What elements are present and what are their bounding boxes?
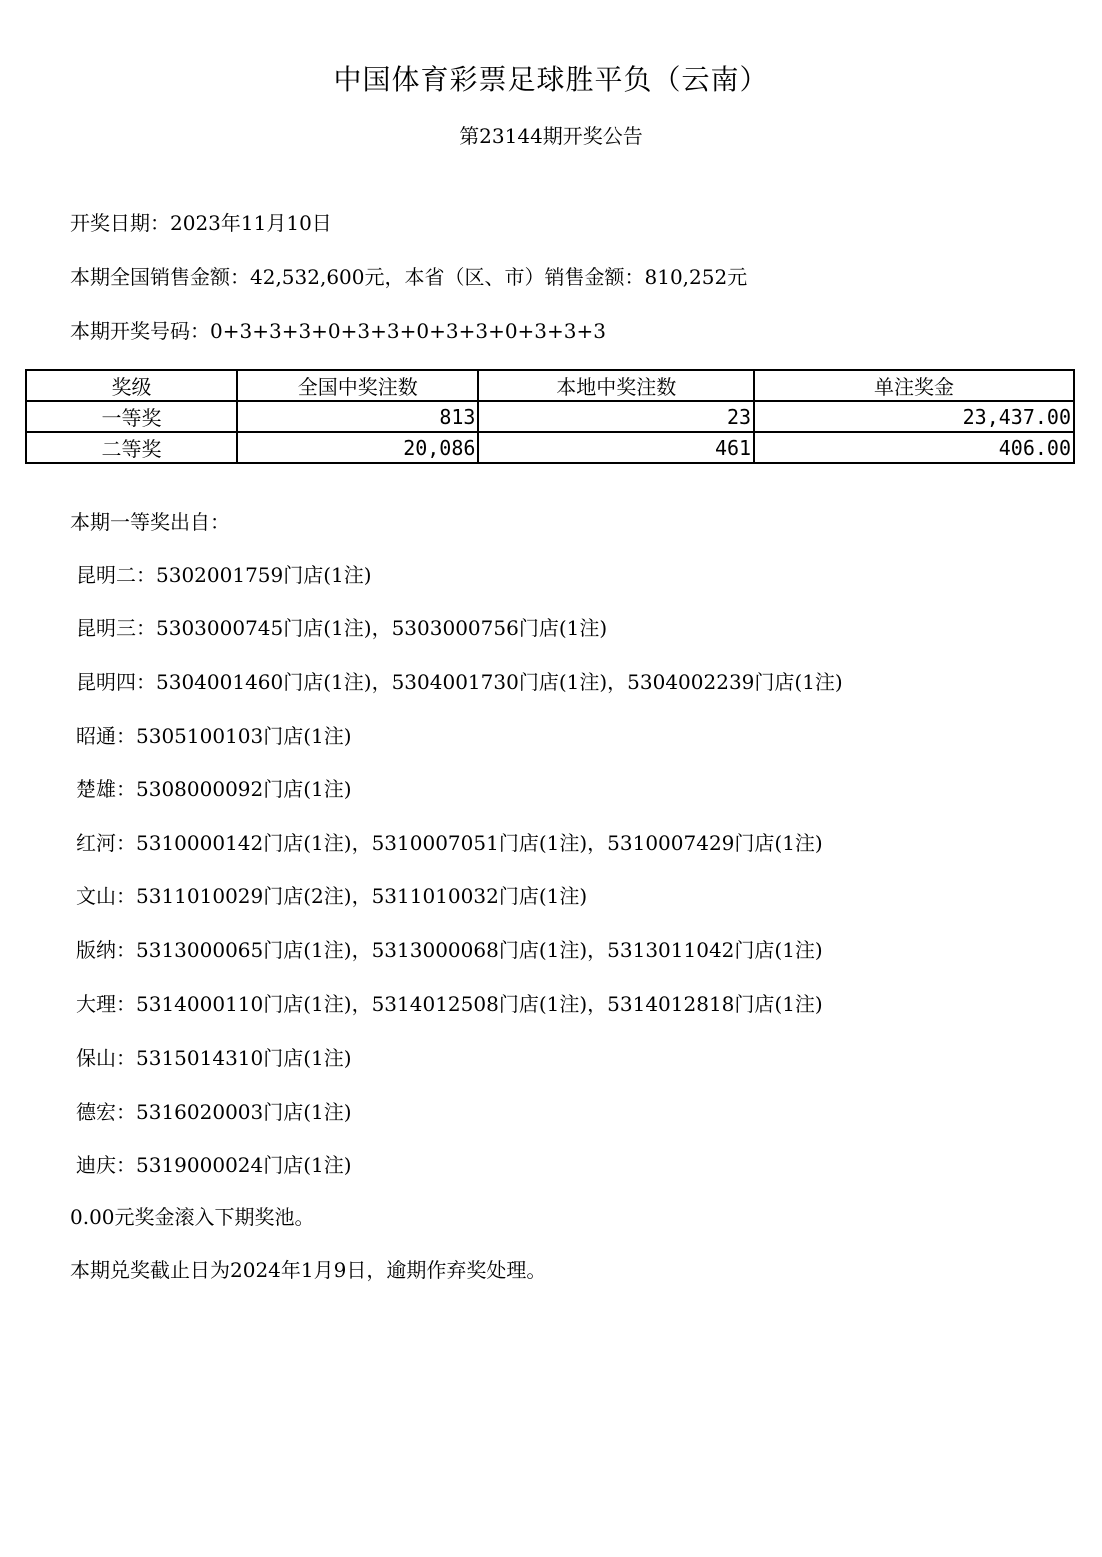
winner-line: 迪庆：5319000024门店(1注) — [76, 1153, 352, 1177]
header-national-count: 全国中奖注数 — [237, 370, 478, 401]
winner-line: 版纳：5313000065门店(1注)，5313000068门店(1注)，5313011042门店(1注) — [76, 938, 823, 962]
winning-numbers: 本期开奖号码：0+3+3+3+0+3+3+0+3+3+0+3+3+3 — [70, 319, 606, 343]
winner-line: 昭通：5305100103门店(1注) — [76, 724, 352, 748]
cell-prize-amount: 406.00 — [754, 432, 1074, 463]
table-row — [26, 401, 1074, 432]
winner-line: 德宏：5316020003门店(1注) — [76, 1100, 352, 1124]
table-row — [26, 432, 1074, 463]
cell-national-count: 20,086 — [237, 432, 478, 463]
winner-line: 保山：5315014310门店(1注) — [76, 1046, 352, 1070]
cell-local-count: 23 — [478, 401, 754, 432]
winner-line: 楚雄：5308000092门店(1注) — [76, 777, 352, 801]
rollover-note: 0.00元奖金滚入下期奖池。 — [70, 1205, 315, 1229]
winner-line: 文山：5311010029门店(2注)，5311010032门店(1注) — [76, 884, 588, 908]
cell-prize-level: 二等奖 — [26, 432, 237, 463]
winner-line: 昆明三：5303000745门店(1注)，5303000756门店(1注) — [76, 616, 608, 640]
cell-local-count: 461 — [478, 432, 754, 463]
cell-prize-amount: 23,437.00 — [754, 401, 1074, 432]
header-local-count: 本地中奖注数 — [478, 370, 754, 401]
draw-date: 开奖日期：2023年11月10日 — [70, 211, 332, 235]
prize-table — [25, 369, 1075, 464]
winners-heading: 本期一等奖出自： — [70, 510, 230, 534]
header-prize-amount: 单注奖金 — [754, 370, 1074, 401]
deadline-note: 本期兑奖截止日为2024年1月9日，逾期作弃奖处理。 — [70, 1258, 547, 1282]
page-title: 中国体育彩票足球胜平负（云南） — [333, 63, 769, 96]
header-prize-level: 奖级 — [26, 370, 237, 401]
winner-line: 昆明四：5304001460门店(1注)，5304001730门店(1注)，5304002239门店(1注) — [76, 670, 843, 694]
winner-line: 红河：5310000142门店(1注)，5310007051门店(1注)，5310007429门店(1注) — [76, 831, 823, 855]
sales-amount: 本期全国销售金额：42,532,600元，本省（区、市）销售金额：810,252元 — [70, 265, 748, 289]
winner-line: 大理：5314000110门店(1注)，5314012508门店(1注)，5314012818门店(1注) — [76, 992, 823, 1016]
cell-national-count: 813 — [237, 401, 478, 432]
issue-subtitle: 第23144期开奖公告 — [459, 124, 643, 148]
cell-prize-level: 一等奖 — [26, 401, 237, 432]
table-header-row — [26, 370, 1074, 401]
winner-line: 昆明二：5302001759门店(1注) — [76, 563, 372, 587]
